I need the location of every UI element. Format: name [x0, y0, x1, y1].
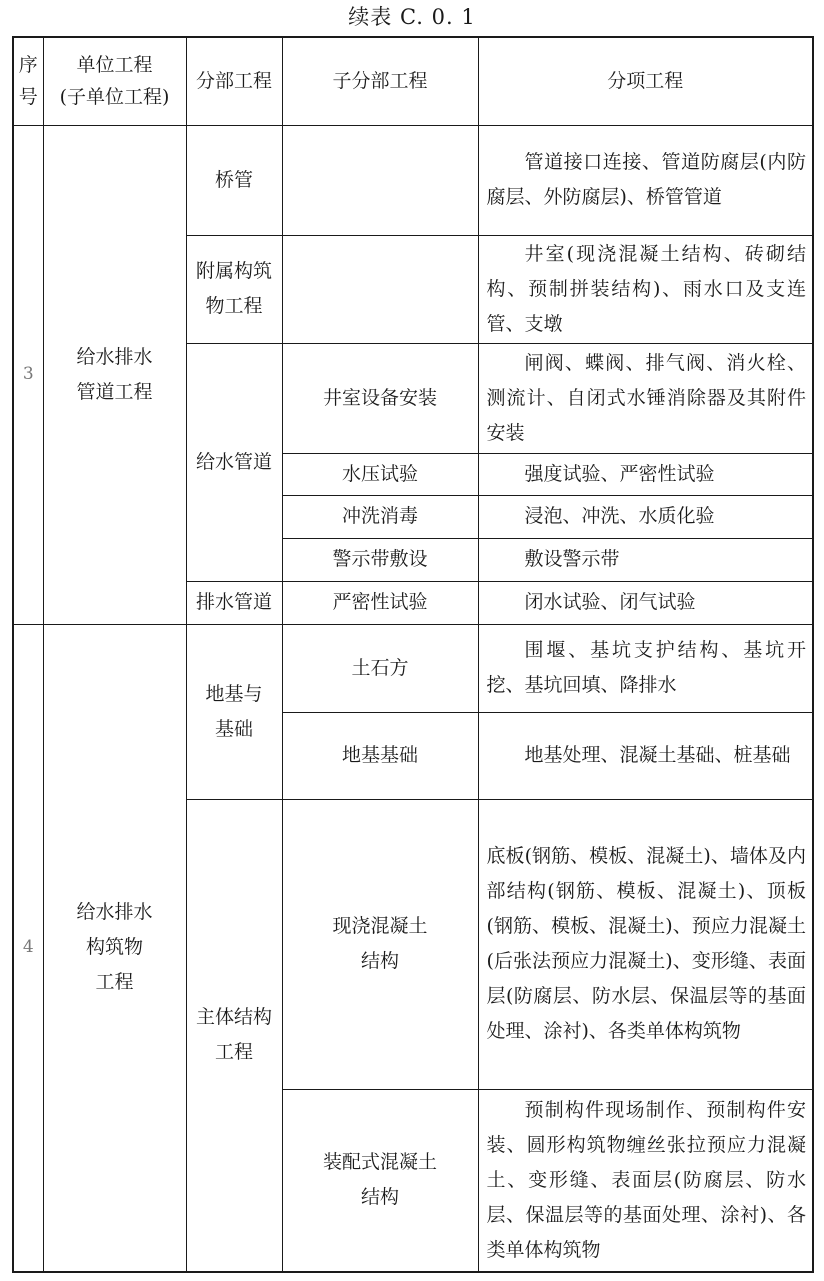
subdivision-cell: 现浇混凝土 结构 [282, 799, 478, 1089]
division-cell: 主体结构 工程 [186, 799, 282, 1272]
header-row [13, 37, 813, 125]
division-cell: 给水管道 [186, 343, 282, 581]
item-cell: 敷设警示带 [478, 538, 813, 581]
subdivision-cell: 严密性试验 [282, 581, 478, 624]
item-cell: 管道接口连接、管道防腐层(内防腐层、外防腐层)、桥管管道 [478, 125, 813, 235]
subdivision-cell [282, 235, 478, 343]
division-table [12, 36, 814, 1273]
subdivision-cell: 土石方 [282, 624, 478, 712]
header-division: 分部工程 [186, 37, 282, 125]
division-cell: 排水管道 [186, 581, 282, 624]
seq-cell: 3 [13, 125, 43, 624]
item-cell: 底板(钢筋、模板、混凝土)、墙体及内部结构(钢筋、模板、混凝土)、顶板(钢筋、模板、混凝土)、预应力混凝土(后张法预应力混凝土)、变形缝、表面层(防腐层、防水层、保温层等的基面处理、涂衬)、各类单体构筑物 [478, 799, 813, 1089]
subdivision-cell: 水压试验 [282, 453, 478, 495]
table-caption: 续表 C. 0. 1 [348, 5, 476, 29]
item-cell: 地基处理、混凝土基础、桩基础 [478, 712, 813, 799]
table-row [13, 125, 813, 235]
header-seq: 序 号 [13, 37, 43, 125]
item-cell: 强度试验、严密性试验 [478, 453, 813, 495]
subdivision-cell: 警示带敷设 [282, 538, 478, 581]
division-cell: 附属构筑 物工程 [186, 235, 282, 343]
header-unit: 单位工程 (子单位工程) [43, 37, 186, 125]
unit-cell: 给水排水 构筑物 工程 [43, 624, 186, 1272]
unit-cell: 给水排水 管道工程 [43, 125, 186, 624]
header-item: 分项工程 [478, 37, 813, 125]
item-cell: 浸泡、冲洗、水质化验 [478, 495, 813, 538]
table-row [13, 624, 813, 712]
header-subdivision: 子分部工程 [282, 37, 478, 125]
subdivision-cell: 冲洗消毒 [282, 495, 478, 538]
item-cell: 预制构件现场制作、预制构件安装、圆形构筑物缠丝张拉预应力混凝土、变形缝、表面层(防腐层、防水层、保温层等的基面处理、涂衬)、各类单体构筑物 [478, 1089, 813, 1272]
item-cell: 井室(现浇混凝土结构、砖砌结构、预制拼装结构)、雨水口及支连管、支墩 [478, 235, 813, 343]
subdivision-cell: 装配式混凝土 结构 [282, 1089, 478, 1272]
item-cell: 闸阀、蝶阀、排气阀、消火栓、测流计、自闭式水锤消除器及其附件安装 [478, 343, 813, 453]
seq-cell: 4 [13, 624, 43, 1272]
item-cell: 闭水试验、闭气试验 [478, 581, 813, 624]
division-cell: 地基与 基础 [186, 624, 282, 799]
subdivision-cell: 井室设备安装 [282, 343, 478, 453]
division-cell: 桥管 [186, 125, 282, 235]
item-cell: 围堰、基坑支护结构、基坑开挖、基坑回填、降排水 [478, 624, 813, 712]
subdivision-cell [282, 125, 478, 235]
subdivision-cell: 地基基础 [282, 712, 478, 799]
